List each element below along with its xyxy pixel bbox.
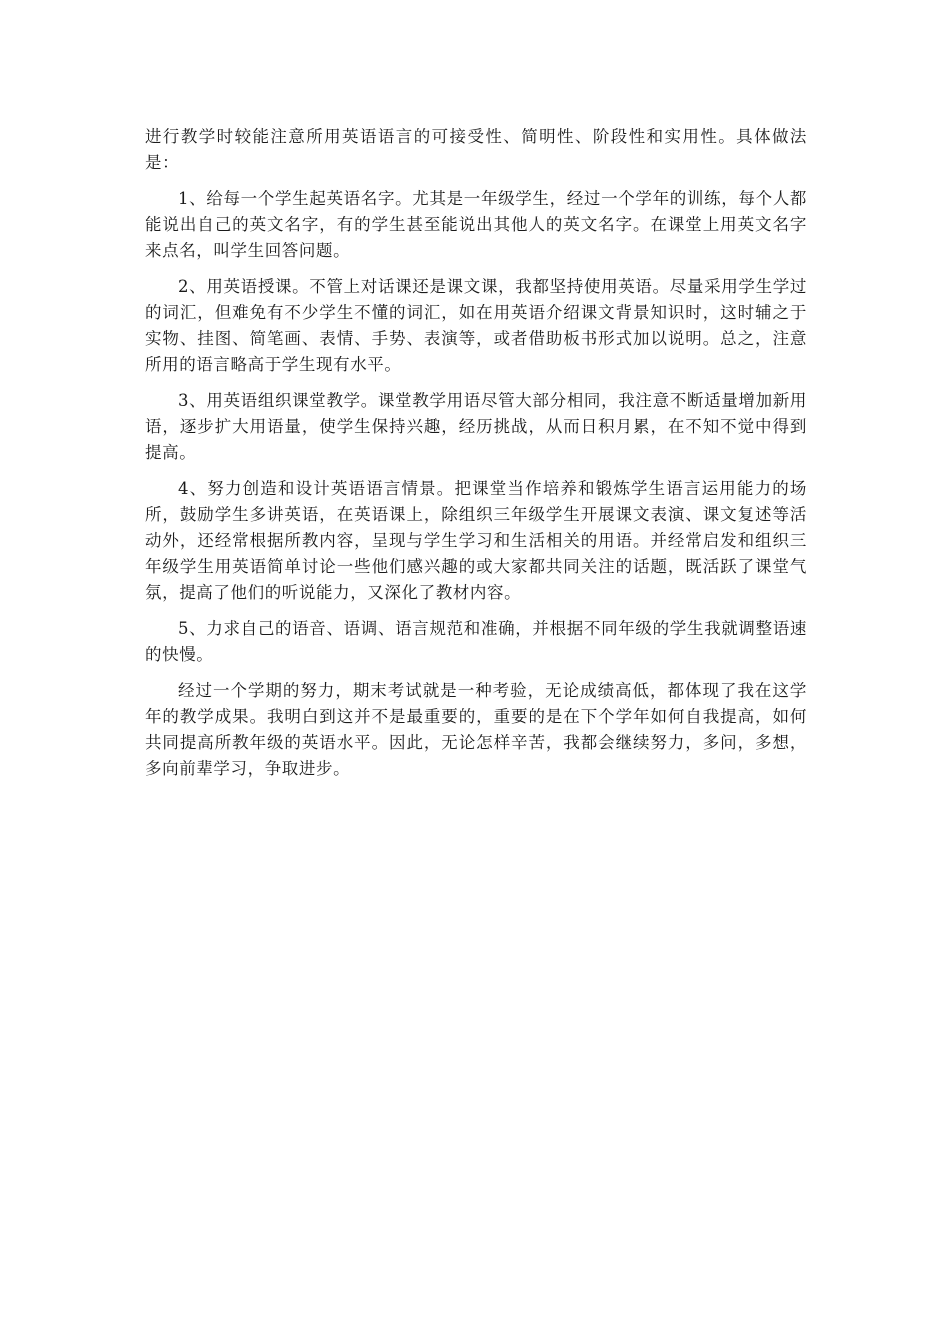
paragraph-item-2: 2、用英语授课。不管上对话课还是课文课，我都坚持使用英语。尽量采用学生学过的词汇，但难免有不少学生不懂的词汇，如在用英语介绍课文背景知识时，这时辅之于实物、挂图、简笔画、表情、手势、表演等，或者借助板书形式加以说明。总之，注意所用的语言略高于学生现有水平。 — [145, 277, 807, 374]
paragraph-item-5: 5、力求自己的语音、语调、语言规范和准确，并根据不同年级的学生我就调整语速的快慢。 — [145, 619, 807, 664]
paragraph-item-3: 3、用英语组织课堂教学。课堂教学用语尽管大部分相同，我注意不断适量增加新用语，逐步扩大用语量，使学生保持兴趣，经历挑战，从而日积月累，在不知不觉中得到提高。 — [145, 391, 807, 462]
paragraph-item-1: 1、给每一个学生起英语名字。尤其是一年级学生，经过一个学年的训练，每个人都能说出自己的英文名字，有的学生甚至能说出其他人的英文名字。在课堂上用英文名字来点名，叫学生回答问题。 — [145, 189, 807, 260]
paragraph-intro: 进行教学时较能注意所用英语语言的可接受性、简明性、阶段性和实用性。具体做法是： — [145, 127, 807, 172]
paragraph-item-4: 4、努力创造和设计英语语言情景。把课堂当作培养和锻炼学生语言运用能力的场所，鼓励学生多讲英语，在英语课上，除组织三年级学生开展课文表演、课文复述等活动外，还经常根据所教内容，呈现与学生学习和生活相关的用语。并经常启发和组织三年级学生用英语简单讨论一些他们感兴趣的或大家都共同关注的话题，既活跃了课堂气氛，提高了他们的听说能力，又深化了教材内容。 — [145, 479, 807, 602]
paragraph-conclusion: 经过一个学期的努力，期末考试就是一种考验，无论成绩高低，都体现了我在这学年的教学成果。我明白到这并不是最重要的，重要的是在下个学年如何自我提高，如何共同提高所教年级的英语水平。因此，无论怎样辛苦，我都会继续努力，多问，多想，多向前辈学习，争取进步。 — [145, 681, 807, 778]
document-body — [145, 124, 807, 792]
